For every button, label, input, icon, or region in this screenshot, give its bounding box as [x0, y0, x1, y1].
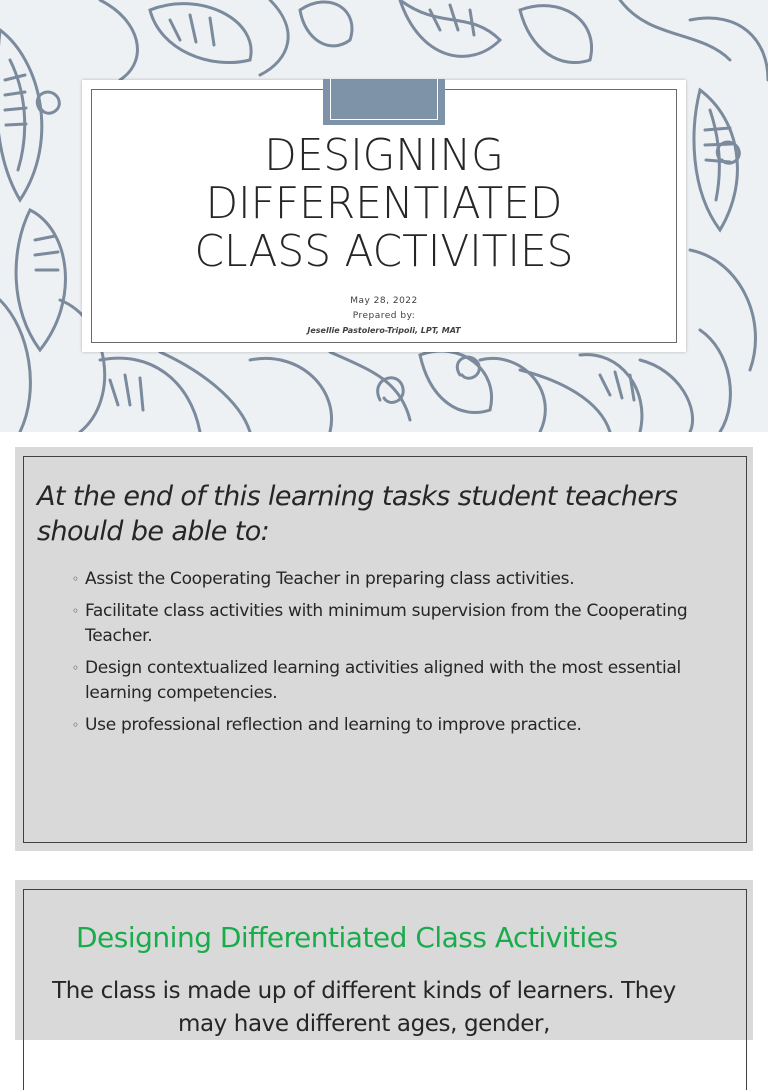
section-heading: Designing Differentiated Class Activities — [76, 921, 618, 954]
title-slide — [0, 0, 768, 432]
title-tab-accent — [323, 79, 445, 125]
slide-frame — [23, 889, 747, 1090]
bullet-circle-icon: ◦ — [72, 604, 79, 618]
body-text: The class is made up of different kinds of learners. They may have different ages, gender, — [52, 978, 676, 1037]
author-name: Jesellie Pastolero-Tripoli, LPT, MAT — [307, 326, 461, 335]
title-meta — [82, 294, 686, 338]
bullet-circle-icon: ◦ — [72, 661, 79, 675]
title-line: DIFFERENTIATED — [205, 178, 563, 229]
objectives-slide — [15, 447, 753, 851]
list-item — [72, 567, 692, 592]
title-card — [82, 80, 686, 352]
objective-text: Facilitate class activities with minimum supervision from the Cooperating Teacher. — [85, 601, 688, 646]
title-line: DESIGNING — [264, 130, 504, 181]
title-line: CLASS ACTIVITIES — [194, 226, 574, 277]
objective-text: Use professional reflection and learning to improve practice. — [85, 715, 582, 735]
objective-text: Assist the Cooperating Teacher in preparing class activities. — [85, 569, 575, 589]
presentation-date: May 28, 2022 — [350, 296, 418, 306]
list-item — [72, 656, 692, 706]
slide-title — [82, 132, 686, 276]
bullet-circle-icon: ◦ — [72, 572, 79, 586]
prepared-by-label: Prepared by: — [352, 311, 416, 321]
slide-frame — [23, 456, 747, 843]
list-item — [72, 713, 692, 738]
objective-text: Design contextualized learning activities aligned with the most essential learning competencies. — [85, 658, 681, 703]
list-item — [72, 599, 692, 649]
objectives-heading: At the end of this learning tasks student teachers should be able to: — [37, 481, 678, 547]
objectives-list — [72, 567, 692, 745]
bullet-circle-icon: ◦ — [72, 718, 79, 732]
content-slide — [15, 880, 753, 1040]
